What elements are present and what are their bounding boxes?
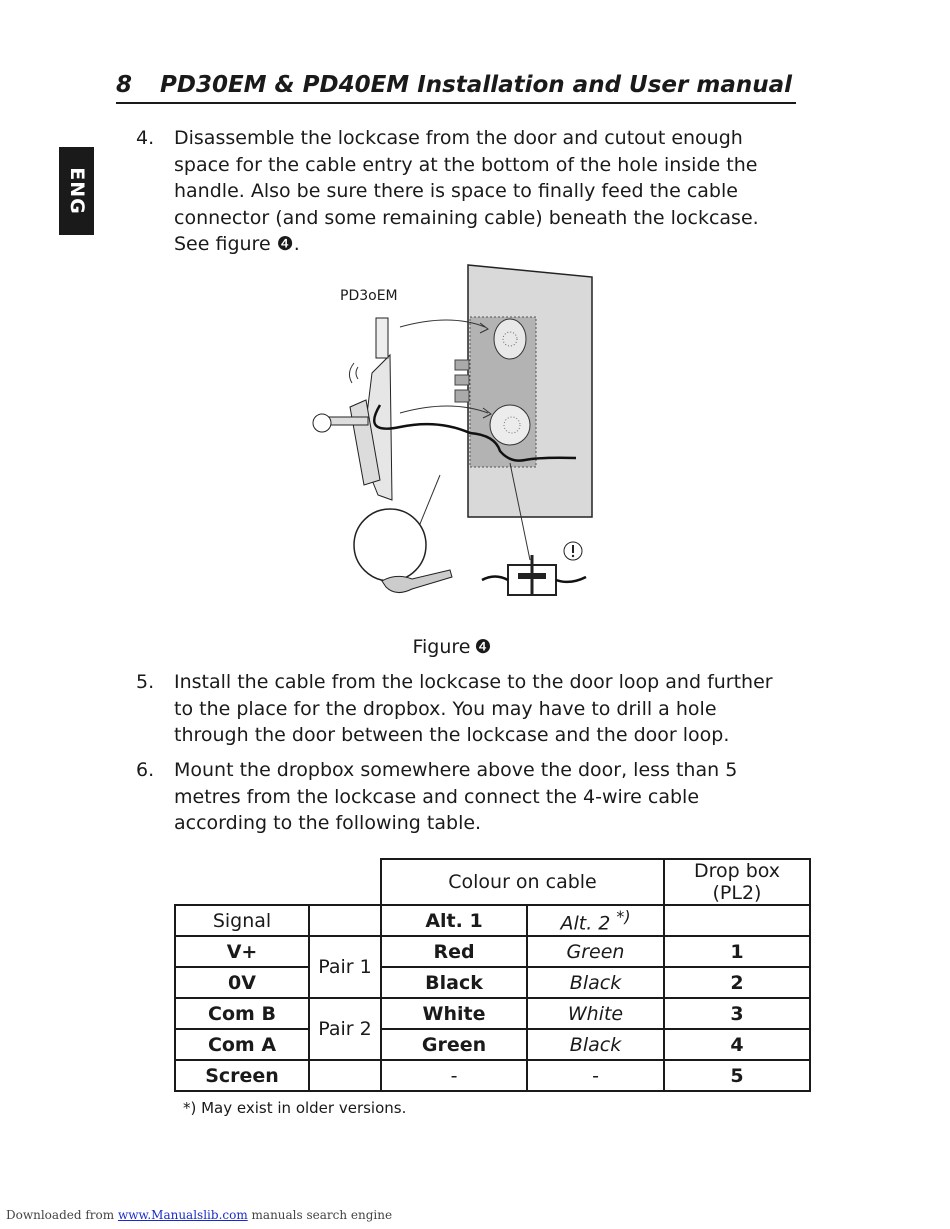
step-number: 5.	[136, 671, 155, 693]
table-row	[175, 998, 810, 1029]
manual-title: PD30EM & PD40EM Installation and User manual	[160, 72, 792, 98]
signal-cell: Com A	[175, 1029, 309, 1060]
table-footnote: *) May exist in older versions.	[183, 1099, 407, 1117]
signal-cell: Screen	[175, 1060, 309, 1091]
figure-caption-text: Figure	[412, 636, 471, 658]
signal-cell: 0V	[175, 967, 309, 998]
alt1-cell: -	[381, 1060, 527, 1091]
step-6	[136, 757, 786, 837]
drop-box-header: Drop box (PL2)	[664, 859, 810, 905]
lockcase-diagram	[300, 255, 620, 610]
figure-caption	[0, 636, 900, 658]
page-header	[116, 70, 796, 104]
step-text: Install the cable from the lockcase to the door loop and further to the place for the dropbox. You may have to drill a hole through the door between the lockcase and the door loop.	[174, 671, 773, 746]
colour-on-cable-header: Colour on cable	[381, 859, 664, 905]
step-5	[136, 669, 786, 749]
alt2-cell: -	[527, 1060, 664, 1091]
pin-cell: 3	[664, 998, 810, 1029]
figure-device-label: PD3oEM	[340, 288, 398, 304]
signal-cell: V+	[175, 936, 309, 967]
language-tab	[59, 147, 94, 235]
figure-caption-marker: ❹	[474, 636, 492, 658]
pair-cell: Pair 2	[309, 998, 381, 1060]
alt2-cell: Black	[527, 967, 664, 998]
alt2-cell: Green	[527, 936, 664, 967]
step-text: Mount the dropbox somewhere above the door, less than 5 metres from the lockcase and connect the 4-wire cable according to the following table.	[174, 759, 738, 834]
alt2-cell: White	[527, 998, 664, 1029]
alt2-cell: Black	[527, 1029, 664, 1060]
table-group-header-row	[175, 859, 810, 905]
alt2-footnote-mark: *)	[616, 906, 631, 926]
step-text: Disassemble the lockcase from the door and cutout enough space for the cable entry at the bottom of the hole inside the handle. Also be sure there is space to finally feed the cable connector (and some remaining cable) beneath the lockcase. See figure ❹.	[174, 127, 759, 255]
alt1-cell: Green	[381, 1029, 527, 1060]
pin-cell: 5	[664, 1060, 810, 1091]
step-number: 4.	[136, 127, 155, 149]
pair-cell: Pair 1	[309, 936, 381, 998]
table-column-header-row	[175, 905, 810, 936]
pin-cell: 1	[664, 936, 810, 967]
step-number: 6.	[136, 759, 155, 781]
alt1-cell: Black	[381, 967, 527, 998]
footer-suffix: manuals search engine	[251, 1208, 393, 1222]
alt1-cell: White	[381, 998, 527, 1029]
step-4	[136, 125, 786, 258]
signal-header: Signal	[175, 905, 309, 936]
page-number: 8	[116, 72, 133, 98]
alt1-cell: Red	[381, 936, 527, 967]
wiring-table	[174, 858, 811, 1092]
footer-prefix: Downloaded from	[6, 1208, 115, 1222]
pin-cell: 2	[664, 967, 810, 998]
signal-cell: Com B	[175, 998, 309, 1029]
alt2-header: Alt. 2 *)	[527, 905, 664, 936]
manualslib-link[interactable]: www.Manualslib.com	[117, 1208, 248, 1222]
download-footer	[6, 1208, 392, 1222]
table-row	[175, 967, 810, 998]
table-row	[175, 1029, 810, 1060]
language-label: ENG	[65, 167, 88, 215]
installation-figure	[300, 255, 620, 610]
alt1-header: Alt. 1	[381, 905, 527, 936]
pin-cell: 4	[664, 1029, 810, 1060]
table-row	[175, 936, 810, 967]
table-row	[175, 1060, 810, 1091]
